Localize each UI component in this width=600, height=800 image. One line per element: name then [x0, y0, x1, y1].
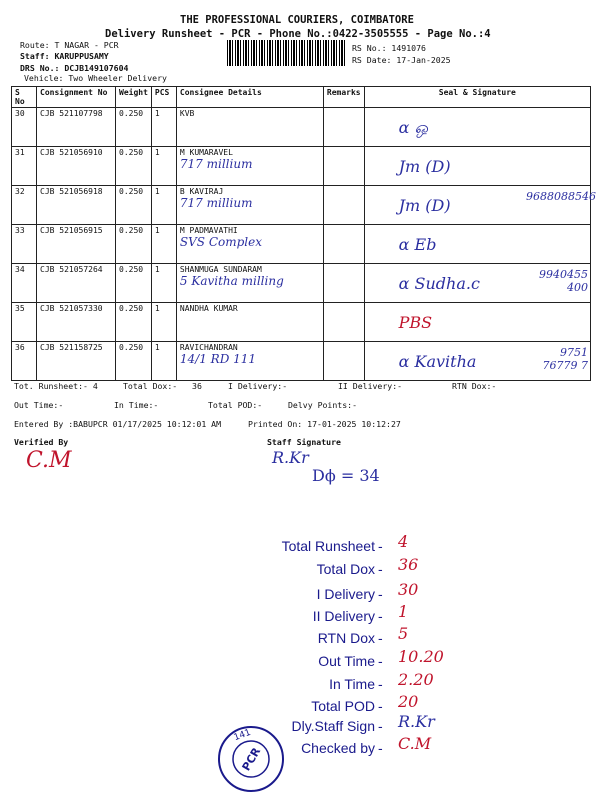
cell-seal-signature — [364, 147, 590, 186]
totals-value-handwritten: 36 — [398, 555, 419, 574]
cell-sno: 32 — [12, 186, 37, 225]
col-sno: S No — [12, 87, 37, 108]
phone-handwritten: 9940455 400 — [539, 268, 588, 294]
col-consignment: Consignment No — [37, 87, 116, 108]
rtn-dox: RTN Dox:- — [452, 381, 497, 391]
cell-seal-signature — [364, 186, 596, 225]
table-row — [12, 264, 591, 303]
cell-pcs: 1 — [151, 225, 176, 264]
cell-weight: 0.250 — [116, 108, 152, 147]
consignee-name: SHANMUGA SUNDARAM — [179, 265, 262, 274]
totals-label: I Delivery — [316, 586, 375, 602]
totals-label: RTN Dox — [317, 630, 375, 646]
col-weight: Weight — [116, 87, 152, 108]
cell-consignment: CJB 521056910 — [37, 147, 116, 186]
totals-label: Dly.Staff Sign — [291, 718, 375, 734]
signature-handwritten: α Kavitha — [398, 352, 477, 371]
totals-label: Total POD — [311, 698, 375, 714]
cell-weight: 0.250 — [116, 225, 152, 264]
cell-remarks — [323, 303, 364, 342]
table-row — [12, 186, 591, 225]
cell-seal-signature — [364, 303, 590, 342]
staff-signature: Staff Signature — [267, 437, 341, 447]
cell-consignee — [176, 186, 323, 225]
consignee-address-handwritten: 14/1 RD 111 — [179, 352, 257, 366]
signature-handwritten: α Eb — [398, 235, 437, 254]
cell-remarks — [323, 108, 364, 147]
cell-pcs: 1 — [151, 186, 176, 225]
totals-dash: - — [378, 608, 383, 624]
consignee-address-handwritten: 5 Kavitha milling — [179, 274, 284, 288]
runsheet-table — [11, 86, 596, 381]
totals-label: In Time — [329, 676, 375, 692]
cell-consignee — [176, 342, 323, 381]
table-header-row — [12, 87, 591, 108]
cell-remarks — [323, 147, 364, 186]
cell-pcs: 1 — [151, 108, 176, 147]
totals-value-handwritten: 10.20 — [398, 647, 444, 666]
entered-by: Entered By :BABUPCR 01/17/2025 10:12:01 AM — [14, 419, 222, 429]
route: Route: T NAGAR - PCR — [20, 40, 119, 50]
cell-pcs: 1 — [151, 147, 176, 186]
cell-seal-signature — [364, 108, 590, 147]
cell-pcs: 1 — [151, 264, 176, 303]
cell-weight: 0.250 — [116, 186, 152, 225]
totals-dash: - — [378, 676, 383, 692]
consignee-address-handwritten: SVS Complex — [179, 235, 263, 249]
signature-handwritten: α ஒ — [398, 118, 428, 137]
cell-sno: 36 — [12, 342, 37, 381]
cell-consignee — [176, 303, 323, 342]
cell-consignment: CJB 521056918 — [37, 186, 116, 225]
cell-weight: 0.250 — [116, 264, 152, 303]
totals-dash: - — [378, 538, 383, 554]
tot-runsheet: Tot. Runsheet:- 4 — [14, 381, 98, 391]
totals-dash: - — [378, 740, 383, 756]
cell-remarks — [323, 225, 364, 264]
consignee-name: B KAVIRAJ — [179, 187, 224, 196]
totals-dash: - — [378, 718, 383, 734]
totals-value-handwritten: C.M — [398, 734, 432, 753]
delvy-points: Delvy Points:- — [288, 400, 358, 410]
staff: Staff: KARUPPUSAMY — [20, 51, 109, 61]
totals-label: Out Time — [318, 653, 375, 669]
cell-consignment: CJB 521057330 — [37, 303, 116, 342]
cell-sno: 34 — [12, 264, 37, 303]
totals-value-handwritten: 1 — [398, 602, 409, 621]
col-seal: Seal & Signature — [364, 87, 590, 108]
consignee-address-handwritten: 717 millium — [179, 157, 253, 171]
drs-number: DRS No.: DCJB149107604 — [20, 63, 129, 73]
table-row — [12, 225, 591, 264]
in-time: In Time:- — [114, 400, 159, 410]
signature-handwritten: Jm (D) — [398, 157, 451, 176]
col-remarks: Remarks — [323, 87, 364, 108]
totals-value-handwritten: 2.20 — [398, 670, 434, 689]
cell-pcs: 1 — [151, 342, 176, 381]
consignee-name: RAVICHANDRAN — [179, 343, 238, 352]
cell-sno: 35 — [12, 303, 37, 342]
company-name: THE PROFESSIONAL COURIERS, COIMBATORE — [180, 14, 414, 26]
phone-handwritten: 9751 76779 7 — [542, 346, 588, 372]
ii-delivery: II Delivery:- — [338, 381, 403, 391]
out-time: Out Time:- — [14, 400, 64, 410]
i-delivery: I Delivery:- — [228, 381, 288, 391]
cell-consignee — [176, 264, 323, 303]
consignee-address-handwritten: 717 millium — [179, 196, 253, 210]
totals-label: II Delivery — [312, 608, 375, 624]
stamp-text: PCR — [239, 745, 264, 774]
totals-label: Total Runsheet — [281, 538, 375, 554]
cell-seal-signature — [364, 225, 590, 264]
phone-handwritten: 9688088546 — [526, 190, 596, 203]
total-pod: Total POD:- — [208, 400, 263, 410]
cell-sno: 33 — [12, 225, 37, 264]
cell-consignee — [176, 225, 323, 264]
table-row — [12, 108, 591, 147]
col-consignee: Consignee Details — [176, 87, 323, 108]
printed-on: Printed On: 17-01-2025 10:12:27 — [248, 419, 401, 429]
cell-pcs: 1 — [151, 303, 176, 342]
cell-consignee — [176, 108, 323, 147]
cell-sno: 31 — [12, 147, 37, 186]
signature-handwritten: Jm (D) — [398, 196, 451, 215]
totals-dash: - — [378, 561, 383, 577]
staff-handwritten-sign: R.Kr — [272, 448, 309, 467]
totals-dash: - — [378, 630, 383, 646]
cell-sno: 30 — [12, 108, 37, 147]
barcode — [227, 40, 345, 66]
col-pcs: PCS — [151, 87, 176, 108]
signature-handwritten: PBS — [398, 313, 433, 332]
rs-number: RS No.: 1491076 — [352, 43, 426, 53]
vehicle: Vehicle: Two Wheeler Delivery — [24, 73, 167, 83]
runsheet-subtitle: Delivery Runsheet - PCR - Phone No.:0422-3505555 - Page No.:4 — [105, 28, 491, 40]
cell-remarks — [323, 342, 364, 381]
totals-value-handwritten: 30 — [398, 580, 419, 599]
totals-value-handwritten: 4 — [398, 532, 409, 551]
verified-signature: C.M — [26, 448, 72, 473]
cell-remarks — [323, 186, 364, 225]
consignee-name: M KUMARAVEL — [179, 148, 233, 157]
table-row — [12, 147, 591, 186]
rs-date: RS Date: 17-Jan-2025 — [352, 55, 451, 65]
cell-seal-signature — [364, 264, 590, 303]
signature-handwritten: α Sudha.c — [398, 274, 480, 293]
totals-value-handwritten: 20 — [398, 692, 419, 711]
pcr-stamp-icon — [216, 724, 286, 794]
cell-consignment: CJB 521056915 — [37, 225, 116, 264]
stamp-number: 141 — [232, 727, 253, 744]
verified-by: Verified By — [14, 437, 69, 447]
cell-weight: 0.250 — [116, 303, 152, 342]
cell-consignee — [176, 147, 323, 186]
dox-handwritten: Dϕ = 34 — [312, 466, 380, 485]
total-dox: Total Dox:- 36 — [123, 381, 202, 391]
consignee-name: NANDHA KUMAR — [179, 304, 238, 313]
consignee-name: KVB — [179, 109, 195, 118]
totals-label: Total Dox — [316, 561, 375, 577]
totals-value-handwritten: 5 — [398, 624, 409, 643]
table-row — [12, 303, 591, 342]
cell-seal-signature — [364, 342, 590, 381]
cell-remarks — [323, 264, 364, 303]
totals-dash: - — [378, 698, 383, 714]
totals-label: Checked by — [301, 740, 375, 756]
totals-dash: - — [378, 653, 383, 669]
table-row — [12, 342, 591, 381]
totals-dash: - — [378, 586, 383, 602]
cell-consignment: CJB 521158725 — [37, 342, 116, 381]
cell-consignment: CJB 521107798 — [37, 108, 116, 147]
cell-weight: 0.250 — [116, 342, 152, 381]
cell-weight: 0.250 — [116, 147, 152, 186]
consignee-name: M PADMAVATHI — [179, 226, 238, 235]
totals-value-handwritten: R.Kr — [398, 712, 435, 731]
cell-consignment: CJB 521057264 — [37, 264, 116, 303]
